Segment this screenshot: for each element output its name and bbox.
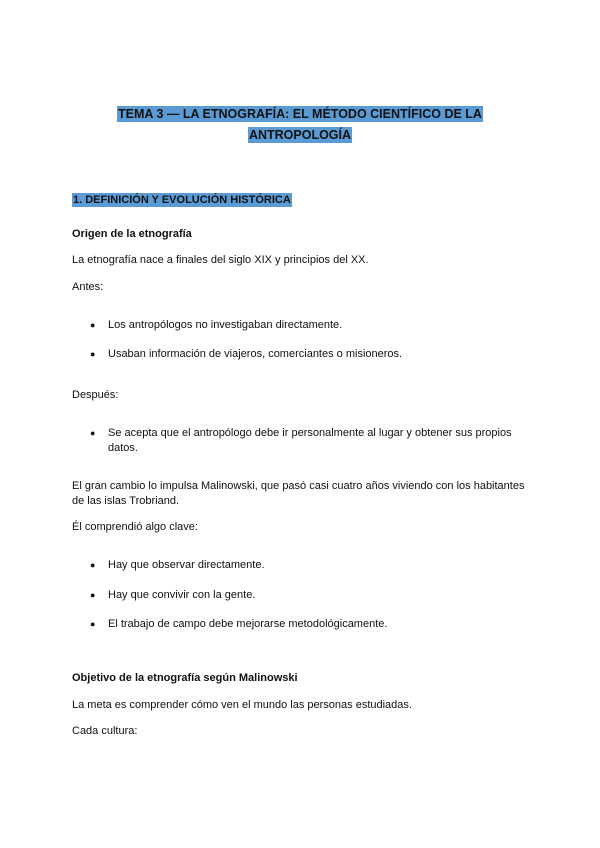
key-list-item bbox=[90, 558, 528, 573]
key-list-item bbox=[90, 588, 528, 603]
list-item-text: Usaban información de viajeros, comerciantes o misioneros. bbox=[108, 348, 403, 360]
list-item-text: Se acepta que el antropólogo debe ir personalmente al lugar y obtener sus propios datos. bbox=[108, 427, 512, 454]
before-list-item bbox=[90, 347, 528, 362]
origin-heading: Origen de la etnografía bbox=[72, 228, 192, 240]
list-item-text: Los antropólogos no investigaban directamente. bbox=[108, 319, 343, 331]
bullet-icon: ● bbox=[90, 428, 96, 438]
malinowski-paragraph: El gran cambio lo impulsa Malinowski, que pasó casi cuatro años viviendo con los habitantes de las islas Trobriand. bbox=[72, 480, 525, 507]
section-1-heading-text: 1. DEFINICIÓN Y EVOLUCIÓN HISTÓRICA bbox=[73, 194, 291, 206]
culture-label: Cada cultura: bbox=[72, 725, 138, 737]
list-item-text: El trabajo de campo debe mejorarse metodológicamente. bbox=[108, 618, 388, 630]
title-line-1: TEMA 3 — LA ETNOGRAFÍA: EL MÉTODO CIENTÍFICO DE LA bbox=[118, 107, 482, 121]
before-list-item bbox=[90, 318, 528, 333]
document-title bbox=[72, 104, 528, 146]
list-item-text: Hay que convivir con la gente. bbox=[108, 589, 256, 601]
key-label: Él comprendió algo clave: bbox=[72, 521, 198, 533]
title-line-2: ANTROPOLOGÍA bbox=[248, 128, 352, 142]
list-item-text: Hay que observar directamente. bbox=[108, 559, 265, 571]
objective-heading: Objetivo de la etnografía según Malinowski bbox=[72, 672, 298, 684]
key-list-item bbox=[90, 617, 528, 632]
before-label: Antes: bbox=[72, 281, 104, 293]
bullet-icon: ● bbox=[90, 320, 96, 330]
origin-paragraph: La etnografía nace a finales del siglo XIX y principios del XX. bbox=[72, 254, 369, 266]
bullet-icon: ● bbox=[90, 560, 96, 570]
bullet-icon: ● bbox=[90, 619, 96, 629]
after-list-item bbox=[90, 426, 528, 456]
bullet-icon: ● bbox=[90, 349, 96, 359]
bullet-icon: ● bbox=[90, 590, 96, 600]
after-label: Después: bbox=[72, 389, 119, 401]
section-1-heading bbox=[72, 193, 292, 208]
objective-paragraph: La meta es comprender cómo ven el mundo las personas estudiadas. bbox=[72, 699, 412, 711]
